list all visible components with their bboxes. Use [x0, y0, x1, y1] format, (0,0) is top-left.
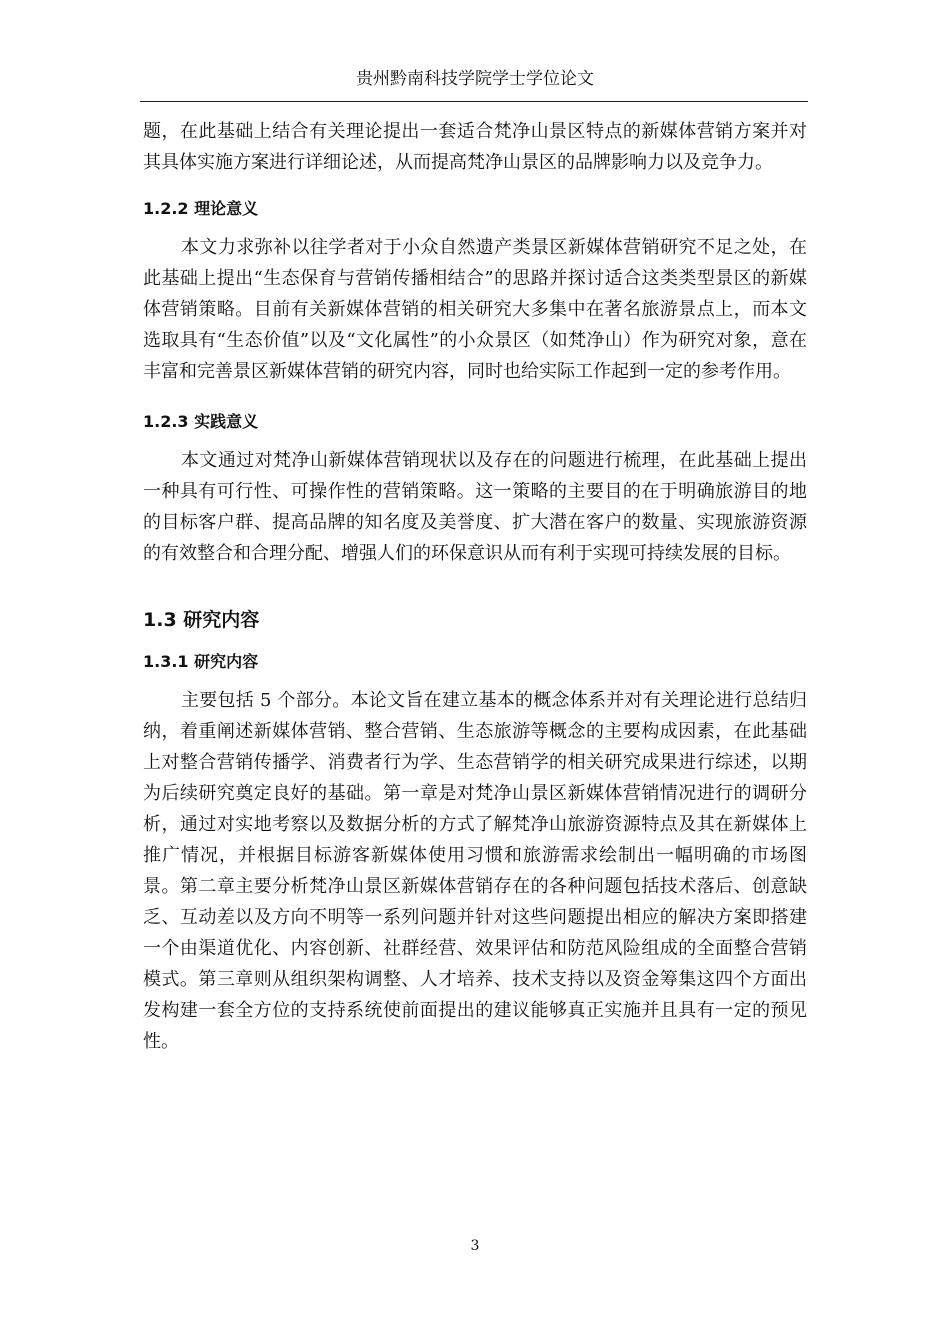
practical-significance-paragraph: 本文通过对梵净山新媒体营销现状以及存在的问题进行梳理，在此基础上提出一种具有可行性、可操作性的营销策略。这一策略的主要目的在于明确旅游目的地的目标客户群、提高品牌的知名度及美誉度、扩大潜在客户的数量、实现旅游资源的有效整合和合理分配、增强人们的环保意识从而有利于实现可持续发展的目标。	[143, 450, 807, 564]
heading-1-3-1: 1.3.1 研究内容	[143, 652, 259, 671]
heading-1-2-2: 1.2.2 理论意义	[143, 199, 259, 218]
research-content-paragraph: 主要包括 5 个部分。本论文旨在建立基本的概念体系并对有关理论进行总结归纳，着重阐述新媒体营销、整合营销、生态旅游等概念的主要构成因素，在此基础上对整合营销传播学、消费者行为学、生态营销学的相关研究成果进行综述，以期为后续研究奠定良好的基础。第一章是对梵净山景区新媒体营销情况进行的调研分析，通过对实地考察以及数据分析的方式了解梵净山旅游资源特点及其在新媒体上推广情况，并根据目标游客新媒体使用习惯和旅游需求绘制出一幅明确的市场图景。第二章主要分析梵净山景区新媒体营销存在的各种问题包括技术落后、创意缺乏、互动差以及方向不明等一系列问题并针对这些问题提出相应的解决方案即搭建一个由渠道优化、内容创新、社群经营、效果评估和防范风险组成的全面整合营销模式。第三章则从组织架构调整、人才培养、技术支持以及资金筹集这四个方面出发构建一套全方位的支持系统使前面提出的建议能够真正实施并且具有一定的预见性。	[143, 690, 807, 1052]
intro-continuation-paragraph: 题，在此基础上结合有关理论提出一套适合梵净山景区特点的新媒体营销方案并对其具体实施方案进行详细论述，从而提高梵净山景区的品牌影响力以及竞争力。	[143, 121, 807, 173]
theoretical-significance-paragraph: 本文力求弥补以往学者对于小众自然遗产类景区新媒体营销研究不足之处，在此基础上提出“生态保育与营销传播相结合”的思路并探讨适合这类类型景区的新媒体营销策略。目前有关新媒体营销的相关研究大多集中在著名旅游景点上，而本文选取具有“生态价值”以及“文化属性”的小众景区（如梵净山）作为研究对象，意在丰富和完善景区新媒体营销的研究内容，同时也给实际工作起到一定的参考作用。	[143, 237, 807, 382]
page-body	[143, 116, 807, 1057]
header-divider	[140, 101, 808, 102]
page-number: 3	[470, 1238, 480, 1254]
running-header: 贵州黔南科技学院学士学位论文	[356, 69, 594, 89]
heading-1-3: 1.3 研究内容	[143, 609, 260, 631]
heading-1-2-3: 1.2.3 实践意义	[143, 412, 259, 431]
